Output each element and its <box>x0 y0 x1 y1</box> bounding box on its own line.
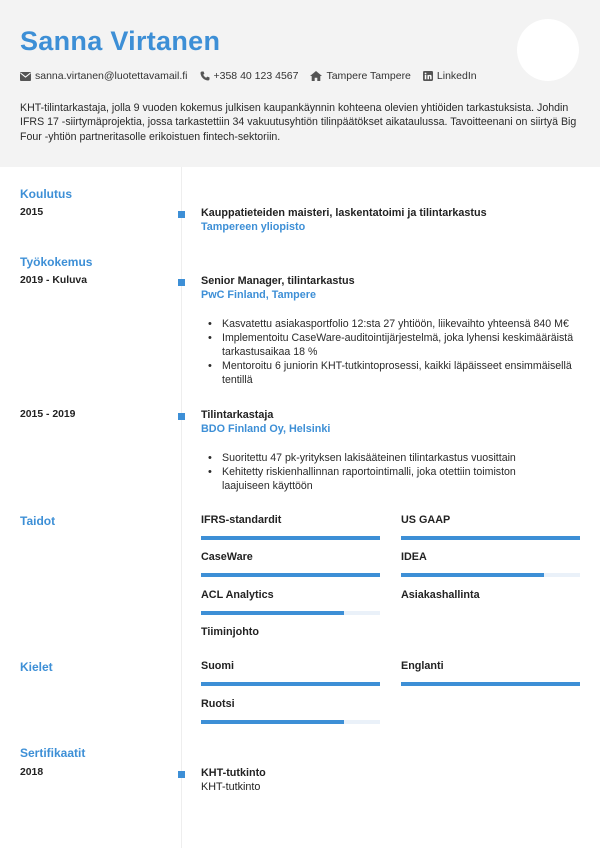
skill-label: Tiiminjohto <box>201 626 259 638</box>
timeline-divider <box>181 167 182 848</box>
experience-date: 2015 - 2019 <box>20 409 76 420</box>
header <box>0 0 600 167</box>
skill-item <box>401 514 580 540</box>
experience-company: PwC Finland, Tampere <box>201 289 316 301</box>
location-text: Tampere Tampere <box>326 70 411 82</box>
contact-linkedin[interactable] <box>423 70 477 82</box>
language-bar-fill <box>401 682 580 686</box>
list-item: • Kasvatettu asiakasportfolio 12:sta 27 yhtiöön, liikevaihto yhteensä 840 M€ <box>206 317 578 331</box>
profile-summary: KHT-tilintarkastaja, jolla 9 vuoden kokemus julkisen kaupankäynnin kohteena olevien yhtiöiden tarkastuksista. Johdin IFRS 17 -siirtymäprojektia, jossa tarkastettiin 34 vakuutusyhtiön tilinpäätökset aikataulussa. Tavoitteenani on siirtyä Big Four -yhtiön partneritasolle erikoistuen fintech-sektoriin. <box>20 102 577 143</box>
timeline-marker <box>178 413 185 420</box>
experience-role: Tilintarkastaja <box>201 409 274 421</box>
certificate-detail: KHT-tutkinto <box>201 781 261 793</box>
list-item: • Suoritettu 47 pk-yrityksen lakisääteinen tilintarkastus vuosittain <box>206 451 556 465</box>
skill-item <box>201 589 380 615</box>
language-item <box>401 660 580 686</box>
skill-item <box>201 514 380 540</box>
experience-company: BDO Finland Oy, Helsinki <box>201 423 331 435</box>
contact-row <box>20 69 489 83</box>
skill-item <box>201 551 380 577</box>
contact-email[interactable] <box>20 70 188 82</box>
section-title-languages: Kielet <box>20 660 53 674</box>
contact-phone[interactable] <box>200 70 299 82</box>
experience-bullets <box>206 451 556 493</box>
skill-bar <box>401 536 580 540</box>
envelope-icon <box>20 72 31 81</box>
language-label: Englanti <box>401 660 444 672</box>
skill-label: Asiakashallinta <box>401 589 480 601</box>
certificate-name: KHT-tutkinto <box>201 767 266 779</box>
skill-item <box>401 589 580 603</box>
skill-label: CaseWare <box>201 551 253 563</box>
linkedin-icon <box>423 71 433 81</box>
skill-bar-fill <box>401 573 544 577</box>
skill-bar <box>201 611 380 615</box>
language-bar-fill <box>201 720 344 724</box>
profile-photo-placeholder <box>517 19 579 81</box>
skill-label: US GAAP <box>401 514 451 526</box>
timeline-marker <box>178 771 185 778</box>
education-date: 2015 <box>20 207 44 218</box>
email-text: sanna.virtanen@luotettavamail.fi <box>35 70 188 82</box>
experience-date: 2019 - Kuluva <box>20 275 87 286</box>
skill-label: ACL Analytics <box>201 589 274 601</box>
timeline-marker <box>178 279 185 286</box>
list-item: • Mentoroitu 6 juniorin KHT-tutkintoprosessi, kaikki läpäisseet ensimmäisellä tentillä <box>206 359 578 387</box>
contact-location <box>310 70 410 82</box>
section-title-skills: Taidot <box>20 514 56 528</box>
skill-bar <box>201 573 380 577</box>
language-bar <box>401 682 580 686</box>
timeline-marker <box>178 211 185 218</box>
certificate-date: 2018 <box>20 767 44 778</box>
phone-icon <box>200 71 210 81</box>
candidate-name: Sanna Virtanen <box>20 26 221 56</box>
language-label: Suomi <box>201 660 234 672</box>
list-item: • Implementoitu CaseWare-auditointijärjestelmä, joka lyhensi keskimääräistä tarkastusaikaa 18 % <box>206 331 578 359</box>
section-title-education: Koulutus <box>20 187 72 201</box>
education-degree: Kauppatieteiden maisteri, laskentatoimi ja tilintarkastus <box>201 207 487 219</box>
skill-item <box>401 551 580 577</box>
skill-label: IDEA <box>401 551 427 563</box>
skill-label: IFRS-standardit <box>201 514 282 526</box>
language-bar <box>201 682 380 686</box>
language-bar <box>201 720 380 724</box>
linkedin-text: LinkedIn <box>436 70 477 82</box>
section-title-experience: Työkokemus <box>20 255 93 269</box>
language-item <box>201 660 380 686</box>
skill-bar <box>401 573 580 577</box>
skill-bar-fill <box>201 611 344 615</box>
list-item: • Kehitetty riskienhallinnan raportointimalli, joka otettiin toimiston laajuiseen käyttöön <box>206 465 556 493</box>
skill-bar-fill <box>201 536 380 540</box>
section-title-certificates: Sertifikaatit <box>20 746 86 760</box>
home-icon <box>310 71 322 81</box>
experience-role: Senior Manager, tilintarkastus <box>201 275 355 287</box>
skill-item <box>201 626 380 640</box>
experience-bullets <box>206 317 578 387</box>
language-bar-fill <box>201 682 380 686</box>
skill-bar-fill <box>201 573 380 577</box>
phone-text: +358 40 123 4567 <box>213 70 299 82</box>
language-item <box>201 698 380 724</box>
skill-bar <box>201 536 380 540</box>
language-label: Ruotsi <box>201 698 235 710</box>
education-school: Tampereen yliopisto <box>201 221 306 233</box>
skill-bar-fill <box>401 536 580 540</box>
